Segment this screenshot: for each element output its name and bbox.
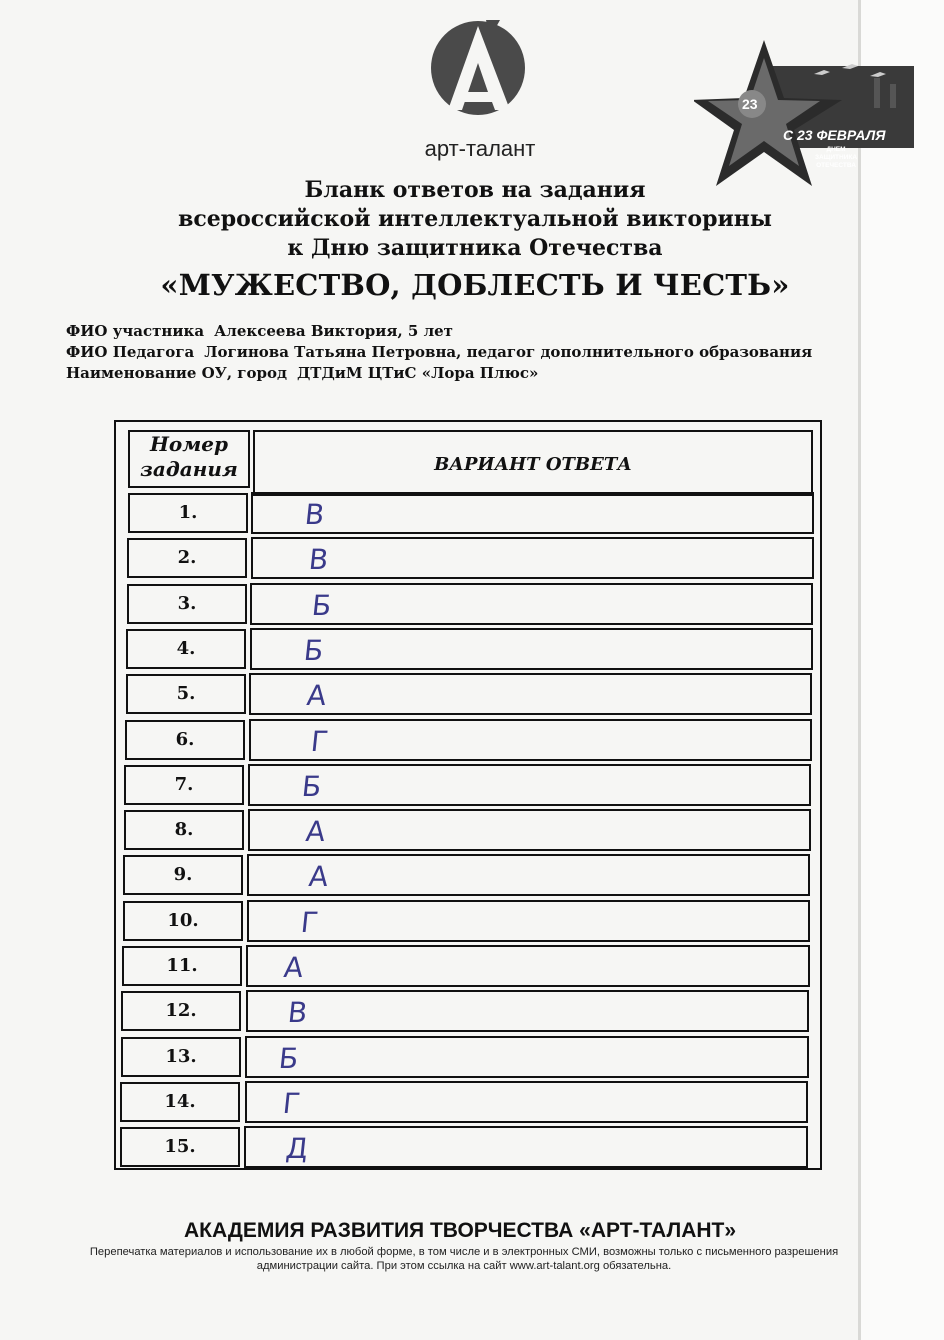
answer-cell[interactable] — [247, 900, 810, 942]
handwritten-answer: А — [304, 815, 327, 848]
participant-value: Алексеева Виктория, 5 лет — [214, 322, 453, 340]
answer-cell[interactable] — [245, 1036, 809, 1078]
handwritten-answer: Б — [302, 634, 326, 667]
task-number-cell: 7. — [124, 765, 244, 805]
task-number-cell: 4. — [126, 629, 246, 669]
school-line — [66, 364, 538, 382]
task-number-cell: 6. — [125, 720, 245, 760]
handwritten-answer: Б — [277, 1042, 301, 1075]
answer-cell[interactable] — [251, 492, 814, 534]
task-number-cell: 14. — [120, 1082, 240, 1122]
badge-date: С 23 ФЕВРАЛЯ — [783, 127, 886, 143]
answer-cell[interactable] — [247, 854, 810, 896]
title-line-3: к Дню защитника Отечества — [287, 235, 663, 261]
handwritten-answer: В — [286, 996, 310, 1029]
task-number-cell: 8. — [124, 810, 244, 850]
task-number-cell: 9. — [123, 855, 243, 895]
teacher-value: Логинова Татьяна Петровна, педагог дополнительного образования — [204, 343, 813, 361]
footer-title: АКАДЕМИЯ РАЗВИТИЯ ТВОРЧЕСТВА «АРТ-ТАЛАНТ» — [183, 1219, 737, 1242]
answer-cell[interactable] — [249, 673, 812, 715]
badge-number: 23 — [742, 96, 758, 112]
participant-label: ФИО участника — [66, 322, 205, 340]
handwritten-answer: Г — [309, 725, 330, 758]
page-title — [150, 176, 800, 263]
answer-cell[interactable] — [250, 628, 813, 670]
task-number-cell: 11. — [122, 946, 242, 986]
art-talant-logo-icon — [428, 18, 528, 118]
title-line-2: всероссийской интеллектуальной викторины — [178, 206, 772, 232]
title-line-1: Бланк ответов на задания — [304, 177, 646, 203]
handwritten-answer: В — [307, 543, 331, 576]
footer-copyright-note: Перепечатка материалов и использование их в любой форме, в том числе и в электронных СМИ, возможны только с письменного разрешения администрации сайта. При этом ссылка на сайт www.art-talant.org обязательна. — [89, 1246, 839, 1272]
task-number-cell: 2. — [127, 538, 247, 578]
page-edge — [858, 0, 861, 1340]
task-number-cell: 1. — [128, 493, 248, 533]
handwritten-answer: А — [305, 679, 328, 712]
handwritten-answer: Г — [299, 906, 320, 939]
handwritten-answer: А — [307, 860, 330, 893]
answer-cell[interactable] — [246, 990, 809, 1032]
school-label: Наименование ОУ, город — [66, 364, 287, 382]
handwritten-answer: А — [282, 951, 305, 984]
badge-caption: ДНЕМ ЗАЩИТНИКА ОТЕЧЕСТВА — [814, 146, 858, 169]
task-number-cell: 12. — [121, 991, 241, 1031]
handwritten-answer: Б — [310, 589, 334, 622]
header-answer-variant: ВАРИАНТ ОТВЕТА — [253, 430, 813, 496]
header-task-number: Номер задания — [128, 430, 250, 488]
task-number-cell: 3. — [127, 584, 247, 624]
school-value: ДТДиМ ЦТиС «Лора Плюс» — [296, 364, 539, 382]
teacher-line — [66, 343, 812, 361]
answer-cell[interactable] — [245, 1081, 808, 1123]
answer-cell[interactable] — [246, 945, 810, 987]
logo-text: арт-талант — [424, 136, 536, 161]
task-number-cell: 5. — [126, 674, 246, 714]
task-number-cell: 15. — [120, 1127, 240, 1167]
handwritten-answer: Г — [281, 1087, 302, 1120]
participant-line — [66, 322, 453, 340]
answer-cell[interactable] — [248, 809, 811, 851]
task-number-cell: 10. — [123, 901, 243, 941]
answer-cell[interactable] — [244, 1126, 808, 1168]
handwritten-answer: Д — [284, 1132, 310, 1165]
handwritten-answer: Б — [300, 770, 324, 803]
answer-cell[interactable] — [248, 764, 811, 806]
task-number-cell: 13. — [121, 1037, 241, 1077]
answer-cell[interactable] — [250, 583, 813, 625]
teacher-label: ФИО Педагога — [66, 343, 195, 361]
page-margin — [861, 0, 944, 1340]
answer-cell[interactable] — [249, 719, 812, 761]
quiz-name: «МУЖЕСТВО, ДОБЛЕСТЬ И ЧЕСТЬ» — [160, 268, 790, 302]
answer-cell[interactable] — [251, 537, 814, 579]
handwritten-answer: В — [303, 498, 327, 531]
